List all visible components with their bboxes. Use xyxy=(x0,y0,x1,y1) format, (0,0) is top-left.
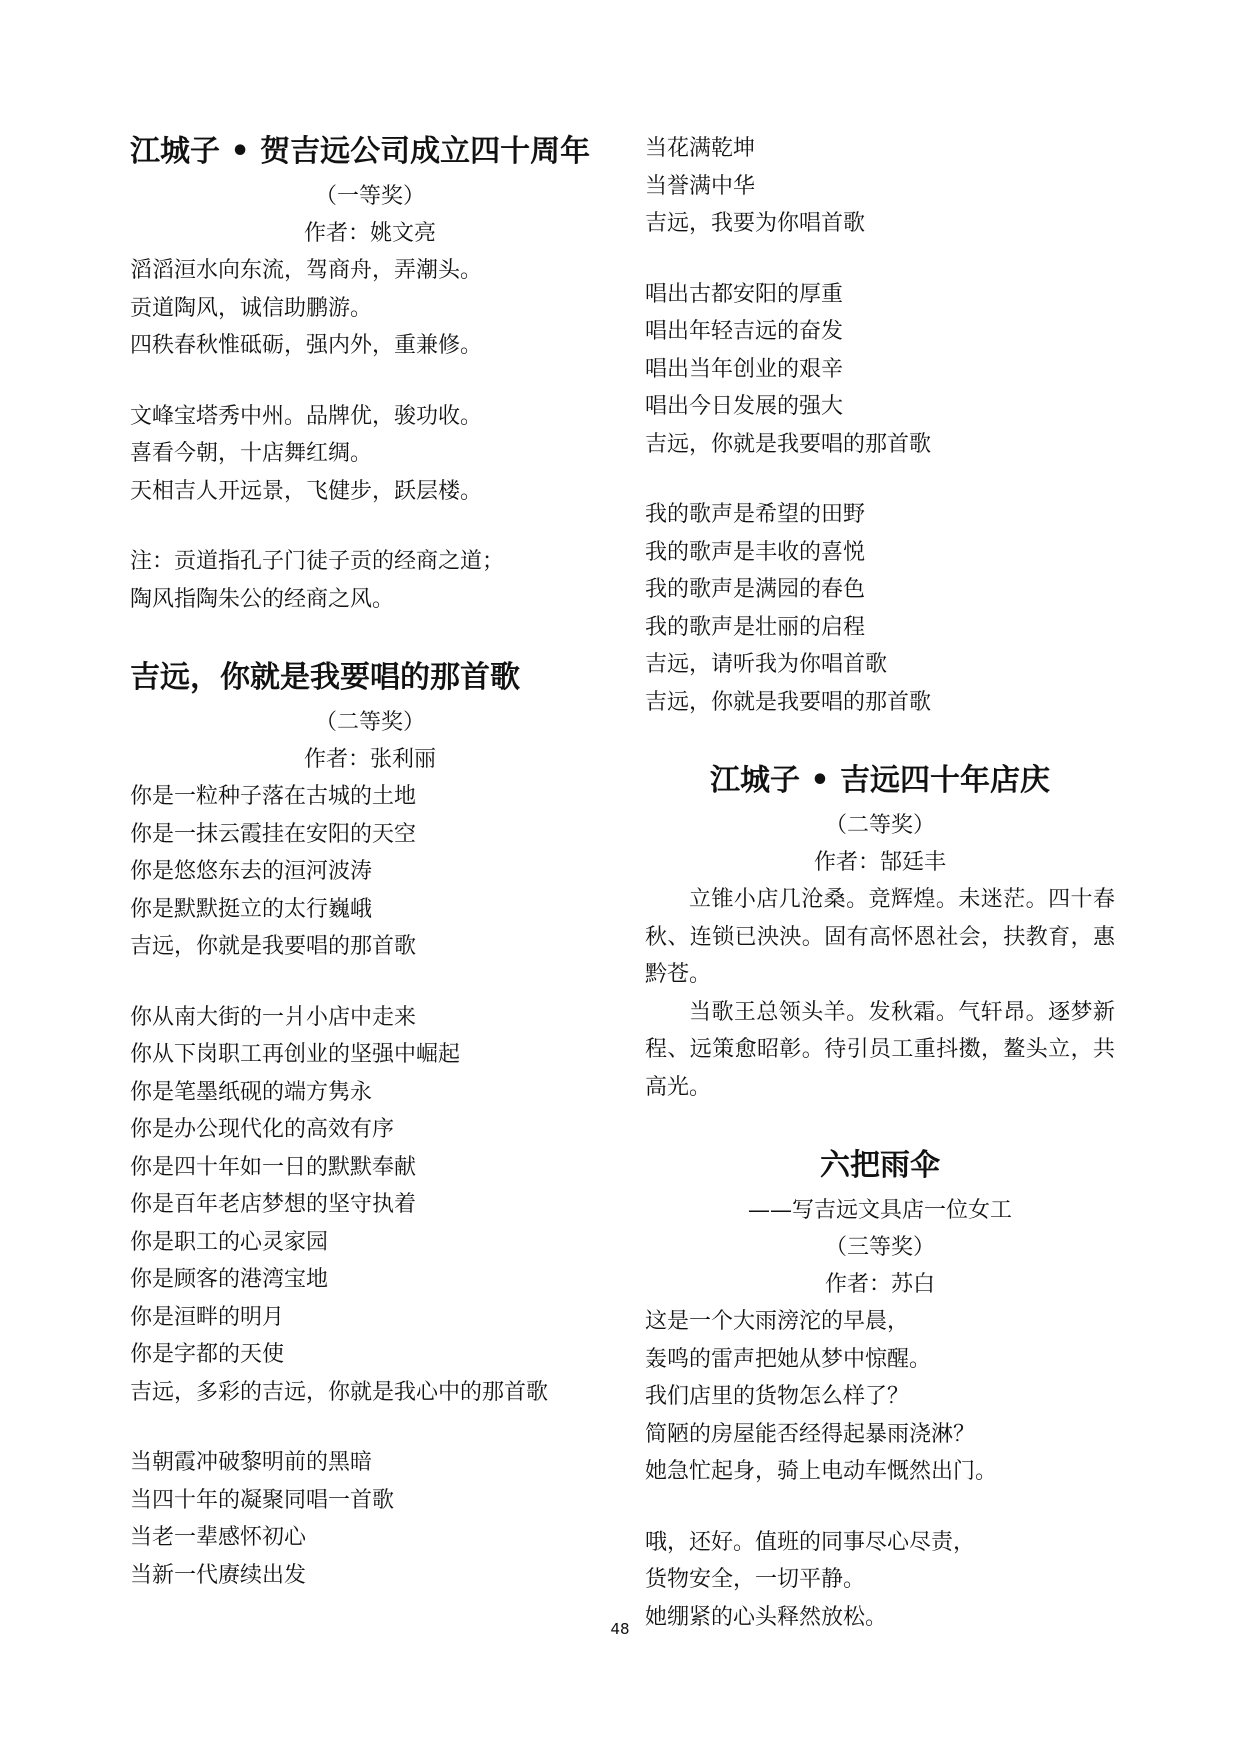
verse-line: 你是办公现代化的高效有序 xyxy=(130,1117,395,1142)
author-line: 作者：郜廷丰 xyxy=(813,850,946,875)
verse-line: 简陋的房屋能否经得起暴雨浇淋？ xyxy=(645,1421,976,1447)
verse-line: 当朝霞冲破黎明前的黑暗 xyxy=(130,1450,373,1475)
verse-line: 你是悠悠东去的洹河波涛 xyxy=(130,859,373,884)
verse-line: 你从下岗职工再创业的坚强中崛起 xyxy=(130,1042,461,1067)
verse-line: 她绷紧的心头释然放松。 xyxy=(645,1604,888,1630)
verse-line: 你是顾客的港湾宝地 xyxy=(130,1267,329,1292)
page-number: 48 xyxy=(610,1620,630,1638)
note-line: 注：贡道指孔子门徒子贡的经商之道； xyxy=(130,549,505,574)
verse-line: 我的歌声是壮丽的启程 xyxy=(645,614,866,640)
verse-line: 我的歌声是丰收的喜悦 xyxy=(645,539,866,565)
verse-line: 唱出今日发展的强大 xyxy=(645,394,844,419)
note-line: 陶风指陶朱公的经商之风。 xyxy=(130,586,395,612)
verse-line: 我们店里的货物怎么样了？ xyxy=(645,1384,910,1409)
verse-line: 四秩春秋惟砥砺，强内外，重兼修。 xyxy=(130,333,483,358)
verse-line: 吉远，我要为你唱首歌 xyxy=(645,211,866,236)
award-label: （一等奖） xyxy=(314,184,425,209)
verse-line: 文峰宝塔秀中州。品牌优，骏功收。 xyxy=(130,403,483,429)
verse-line: 吉远，你就是我要唱的那首歌 xyxy=(130,934,417,959)
verse-line: 货物安全，一切平静。 xyxy=(645,1567,866,1592)
verse-line: 你是一抹云霞挂在安阳的天空 xyxy=(130,821,417,847)
verse-line: 天相吉人开远景，飞健步，跃层楼。 xyxy=(130,478,483,504)
verse-line: 你是一粒种子落在古城的土地 xyxy=(130,784,417,809)
poem-jiangchengzi-2 xyxy=(645,759,1115,1106)
poem-jiangchengzi-1 xyxy=(130,130,610,618)
right-column xyxy=(645,130,1115,1636)
award-label: （二等奖） xyxy=(824,813,935,838)
verse-line: 你是默默挺立的太行巍峨 xyxy=(130,896,373,922)
poem-song xyxy=(130,656,610,1594)
poem-title: 江城子 • 吉远四十年店庆 xyxy=(709,763,1051,798)
verse-line: 这是一个大雨滂沱的早晨， xyxy=(645,1309,910,1334)
verse-line: 唱出当年创业的艰辛 xyxy=(645,356,844,382)
verse-line: 滔滔洹水向东流，驾商舟，弄潮头。 xyxy=(130,258,483,283)
verse-line: 你是洹畔的明月 xyxy=(130,1304,285,1330)
author-line: 作者：姚文亮 xyxy=(303,221,436,246)
verse-line: 你是字都的天使 xyxy=(130,1342,285,1367)
verse-line: 吉远，你就是我要唱的那首歌 xyxy=(645,689,932,715)
verse-line: 喜看今朝，十店舞红绸。 xyxy=(130,441,373,466)
verse-line: 当老一辈感怀初心 xyxy=(130,1525,307,1550)
award-label: （二等奖） xyxy=(314,710,425,735)
verse-line: 我的歌声是希望的田野 xyxy=(645,502,866,527)
verse-line: 贡道陶风，诚信助鹏游。 xyxy=(130,295,373,321)
poem-title: 六把雨伞 xyxy=(820,1148,940,1183)
verse-line: 你是职工的心灵家园 xyxy=(130,1229,329,1255)
verse-line: 吉远，你就是我要唱的那首歌 xyxy=(645,431,932,457)
verse-line: 你是百年老店梦想的坚守执着 xyxy=(130,1192,417,1217)
verse-line: 哦，还好。值班的同事尽心尽责， xyxy=(645,1529,976,1555)
award-label: （三等奖） xyxy=(824,1235,935,1260)
verse-line: 你从南大街的一爿小店中走来 xyxy=(130,1004,417,1030)
poem-six-umbrellas xyxy=(645,1144,1115,1636)
verse-line: 当四十年的凝聚同唱一首歌 xyxy=(130,1487,395,1513)
verse-line: 我的歌声是满园的春色 xyxy=(645,577,866,602)
verse-line: 轰鸣的雷声把她从梦中惊醒。 xyxy=(645,1346,932,1372)
verse-line: 唱出年轻吉远的奋发 xyxy=(645,319,844,344)
verse-line: 当新一代赓续出发 xyxy=(130,1562,307,1588)
verse-line: 吉远，请听我为你唱首歌 xyxy=(645,652,888,677)
verse-line: 她急忙起身，骑上电动车慨然出门。 xyxy=(645,1459,998,1484)
verse-paragraph: 当歌王总领头羊。发秋霜。气轩昂。逐梦新程、远策愈昭彰。待引员工重抖擞，鳌头立，共高光。 xyxy=(645,999,1115,1100)
left-column xyxy=(130,130,610,1594)
author-line: 作者：苏白 xyxy=(824,1272,935,1297)
verse-line: 当誉满中华 xyxy=(645,173,756,199)
verse-paragraph: 立锥小店几沧桑。竞辉煌。未迷茫。四十春秋、连锁已泱泱。固有高怀恩社会，扶教育，惠黔苍。 xyxy=(645,887,1115,987)
author-line: 作者：张利丽 xyxy=(303,747,436,772)
verse-line: 你是笔墨纸砚的端方隽永 xyxy=(130,1079,373,1105)
poem-title: 吉远，你就是我要唱的那首歌 xyxy=(130,660,520,695)
poem-subtitle: ——写吉远文具店一位女工 xyxy=(747,1198,1012,1223)
verse-line: 你是四十年如一日的默默奉献 xyxy=(130,1154,417,1180)
verse-line: 吉远，多彩的吉远，你就是我心中的那首歌 xyxy=(130,1379,549,1405)
verse-line: 唱出古都安阳的厚重 xyxy=(645,281,844,307)
poem-song-continued xyxy=(645,130,1115,721)
verse-line: 当花满乾坤 xyxy=(645,136,756,161)
poem-title: 江城子 • 贺吉远公司成立四十周年 xyxy=(130,134,591,169)
